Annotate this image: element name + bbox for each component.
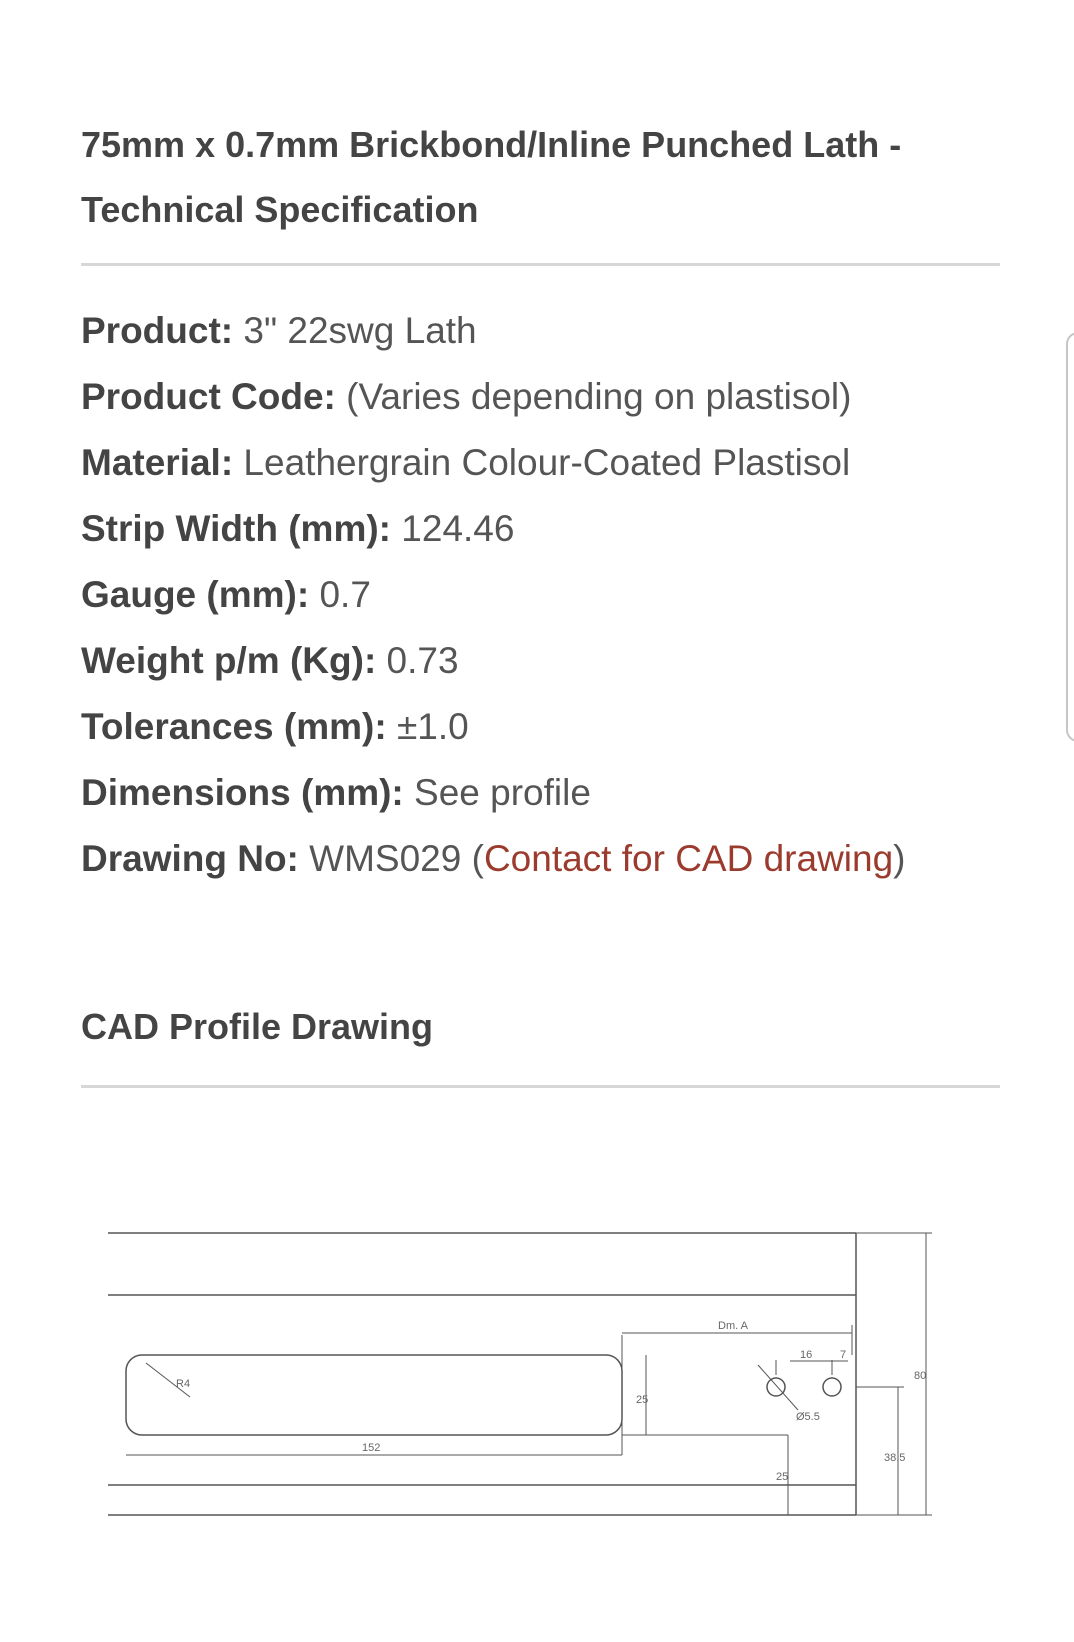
dim-label-25-upper: 25 [636, 1394, 649, 1406]
spec-label: Dimensions (mm): [81, 772, 404, 813]
spec-value: Leathergrain Colour-Coated Plastisol [233, 442, 851, 483]
spec-row-dimensions [81, 760, 1000, 826]
spec-list [81, 298, 1000, 892]
spec-value: 3" 22swg Lath [233, 310, 477, 351]
spec-value: 0.73 [376, 640, 459, 681]
dim-label-16: 16 [800, 1349, 813, 1361]
spec-row-product [81, 298, 1000, 364]
spec-value: WMS029 ( [298, 838, 484, 879]
dim-label-a: Dm. A [718, 1320, 748, 1332]
cad-section-title: CAD Profile Drawing [81, 1006, 434, 1047]
spec-value: 124.46 [391, 508, 515, 549]
spec-value: ±1.0 [386, 706, 469, 747]
spec-label: Drawing No: [81, 838, 299, 879]
dim-label-25-lower: 25 [776, 1471, 789, 1483]
spec-row-drawing-no [81, 826, 1000, 892]
slot-outline [126, 1355, 622, 1435]
spec-label: Gauge (mm): [81, 574, 310, 615]
cad-divider [81, 1085, 1000, 1088]
scrollbar-handle[interactable] [1066, 332, 1074, 742]
page-title: 75mm x 0.7mm Brickbond/Inline Punched Lath - Technical Specification [81, 124, 902, 230]
dimension-leader [758, 1365, 798, 1410]
dim-label-hole: Ø5.5 [796, 1411, 820, 1423]
spec-value: See profile [403, 772, 591, 813]
dim-label-radius: R4 [176, 1378, 191, 1390]
spec-row-strip-width [81, 496, 1000, 562]
hole [823, 1378, 841, 1396]
spec-row-weight [81, 628, 1000, 694]
contact-cad-drawing-link[interactable]: Contact for CAD drawing [483, 838, 894, 879]
spec-label: Weight p/m (Kg): [81, 640, 377, 681]
spec-value-suffix: ) [893, 838, 906, 879]
spec-label: Strip Width (mm): [81, 508, 392, 549]
spec-label: Product: [81, 310, 234, 351]
dim-label-80: 80 [914, 1370, 927, 1382]
dim-label-7: 7 [840, 1349, 847, 1361]
spec-row-tolerances [81, 694, 1000, 760]
spec-label: Product Code: [81, 376, 336, 417]
spec-value: 0.7 [309, 574, 371, 615]
cad-profile-drawing [108, 1225, 981, 1534]
spec-row-gauge [81, 562, 1000, 628]
spec-value: (Varies depending on plastisol) [335, 376, 852, 417]
spec-label: Material: [81, 442, 234, 483]
spec-row-product-code [81, 364, 1000, 430]
title-divider [81, 263, 1000, 266]
spec-row-material [81, 430, 1000, 496]
spec-label: Tolerances (mm): [81, 706, 387, 747]
hole [767, 1378, 785, 1396]
dim-label-38-5: 38.5 [884, 1452, 906, 1464]
dim-label-152: 152 [362, 1442, 381, 1454]
